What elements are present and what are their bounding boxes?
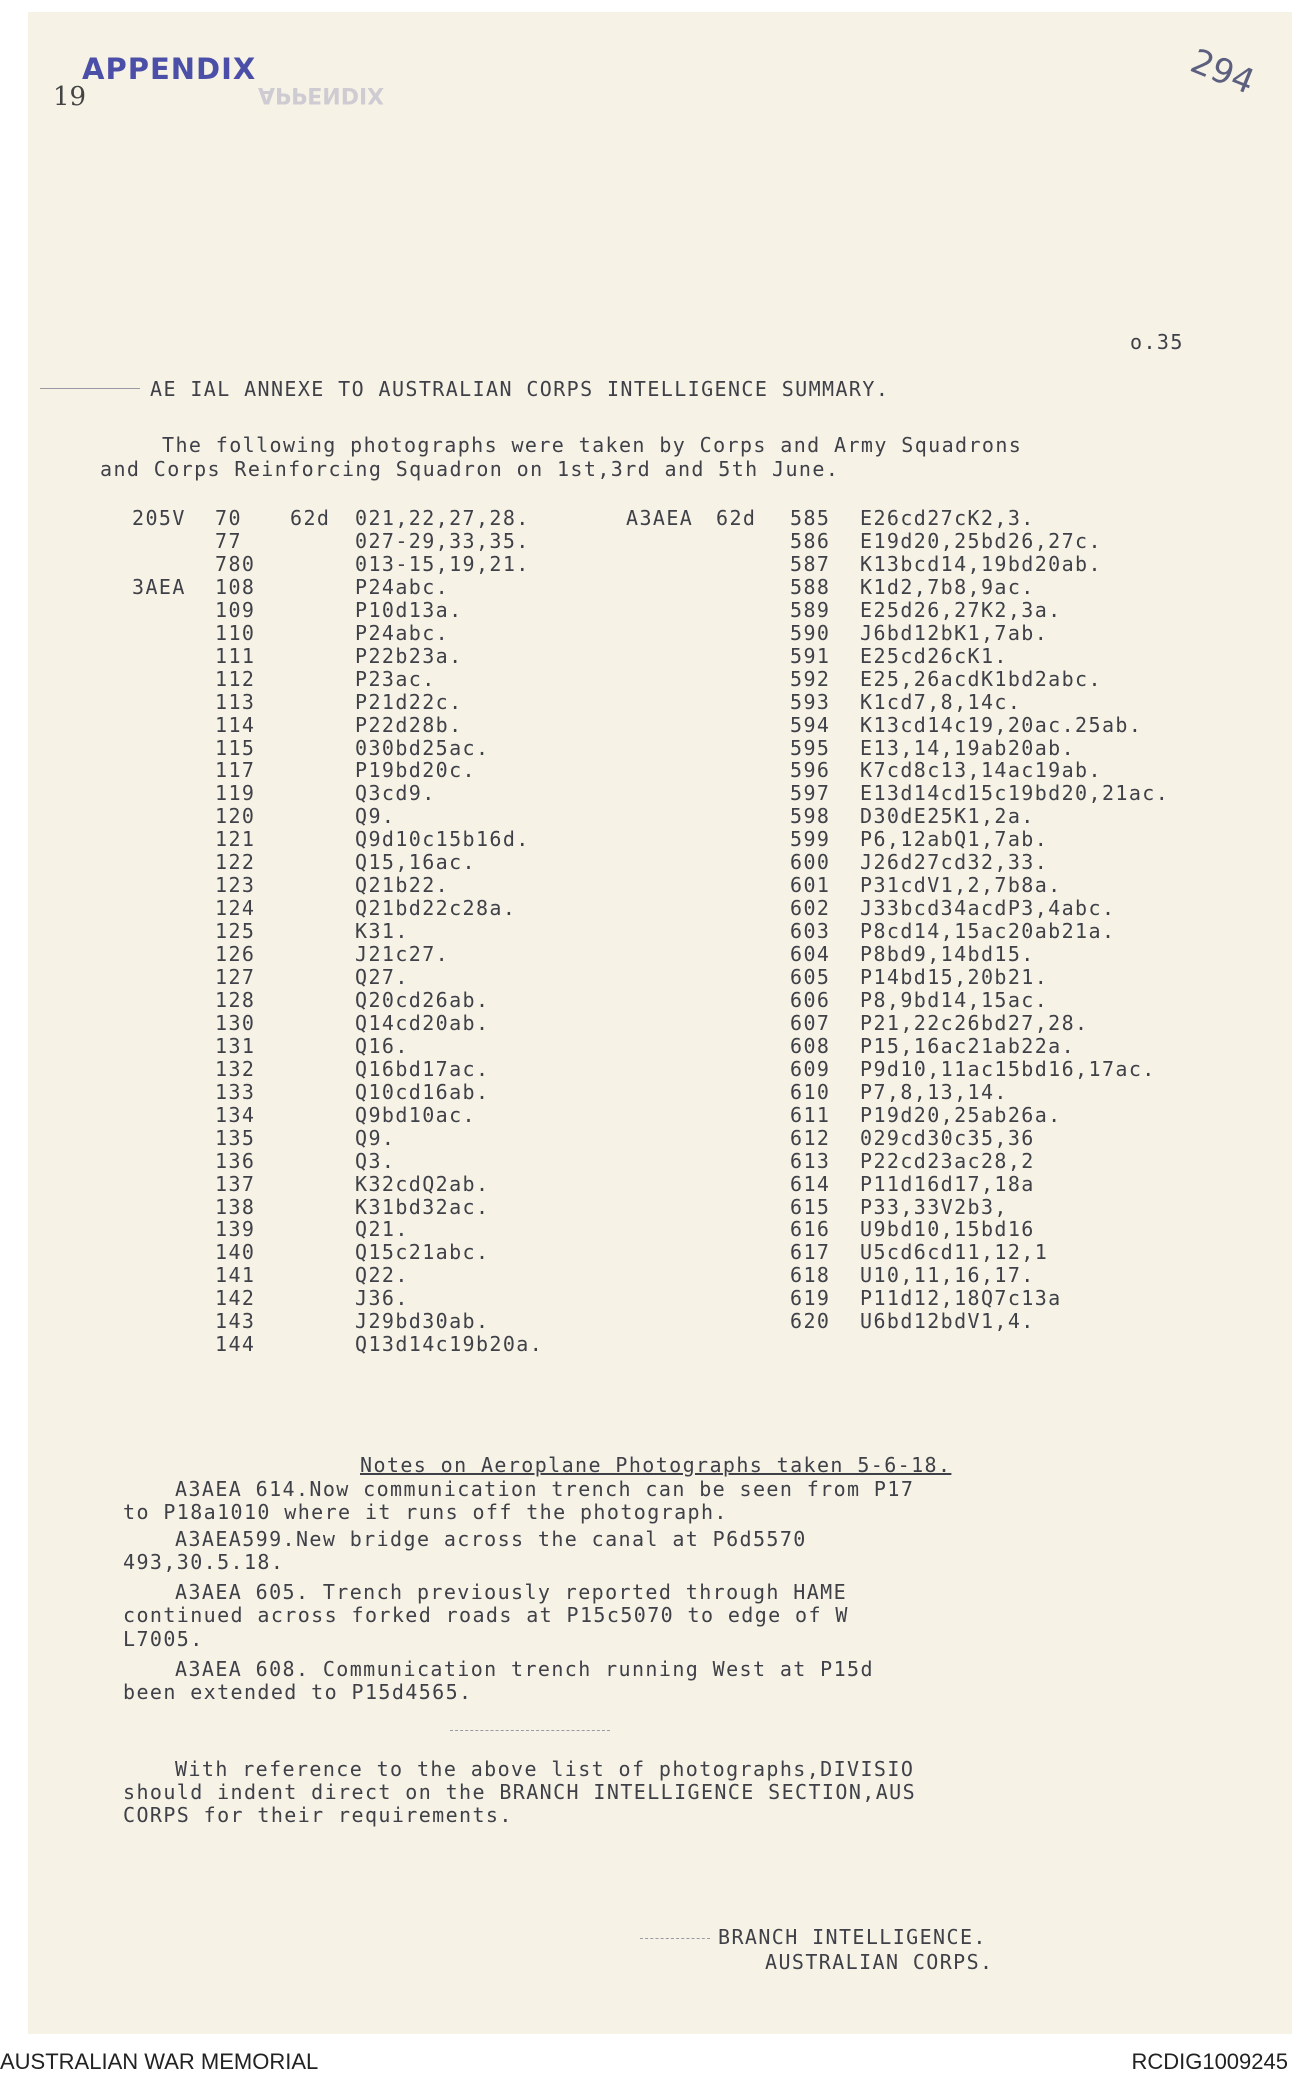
left-row-number: 108 [215,575,256,599]
right-row-number: 604 [790,942,831,966]
left-row-number: 124 [215,896,256,920]
left-row-number: 138 [215,1195,256,1219]
left-row-reference: Q13d14c19b20a. [355,1332,544,1356]
closing-line-3: CORPS for their requirements. [123,1803,513,1827]
right-row-number: 608 [790,1034,831,1058]
left-row-number: 112 [215,667,256,691]
left-row-reference: Q21b22. [355,873,450,897]
note-4-line-2: been extended to P15d4565. [123,1680,473,1704]
right-row-reference: E13d14cd15c19bd20,21ac. [860,781,1170,805]
right-row-reference: P33,33V2b3, [860,1195,1008,1219]
note-4-line-1: A3AEA 608. Communication trench running West at P15d [175,1657,874,1681]
left-row-reference: P22b23a. [355,644,463,668]
left-row-reference: Q21. [355,1217,409,1241]
left-row-reference: Q3cd9. [355,781,436,805]
right-row-reference: P6,12abQ1,7ab. [860,827,1049,851]
right-row-number: 586 [790,529,831,553]
left-row-reference: J36. [355,1286,409,1310]
right-row-reference: P11d16d17,18a [860,1172,1035,1196]
left-row-number: 133 [215,1080,256,1104]
left-row-reference: Q15,16ac. [355,850,476,874]
right-row-number: 610 [790,1080,831,1104]
right-row-number: 615 [790,1195,831,1219]
right-row-number: 606 [790,988,831,1012]
right-row-number: 587 [790,552,831,576]
footer-identifier: RCDIG1009245 [1131,2049,1288,2074]
left-row-prefix: 3AEA [132,575,186,599]
signature-dash [640,1938,710,1939]
left-row-number: 131 [215,1034,256,1058]
right-row-reference: P8,9bd14,15ac. [860,988,1049,1012]
right-row-reference: P8bd9,14bd15. [860,942,1035,966]
signature-line-2: AUSTRALIAN CORPS. [765,1950,994,1974]
left-row-number: 127 [215,965,256,989]
note-3-line-2: continued across forked roads at P15c5070 to edge of W [123,1603,849,1627]
right-row-number: 619 [790,1286,831,1310]
right-row-number: 614 [790,1172,831,1196]
left-row-number: 125 [215,919,256,943]
right-list-prefix: A3AEA [626,506,694,530]
right-row-reference: E13,14,19ab20ab. [860,736,1076,760]
left-row-number: 126 [215,942,256,966]
margin-mark [40,388,140,389]
left-row-number: 113 [215,690,256,714]
left-row-reference: Q21bd22c28a. [355,896,517,920]
right-row-number: 607 [790,1011,831,1035]
right-row-number: 596 [790,758,831,782]
right-row-number: 589 [790,598,831,622]
left-row-number: 130 [215,1011,256,1035]
right-row-reference: E26cd27cK2,3. [860,506,1035,530]
left-row-reference: P10d13a. [355,598,463,622]
left-row-number: 132 [215,1057,256,1081]
right-row-number: 617 [790,1240,831,1264]
notes-heading-text: Notes on Aeroplane Photographs taken 5-6-18. [360,1453,952,1477]
right-row-reference: U5cd6cd11,12,1 [860,1240,1049,1264]
right-row-number: 591 [790,644,831,668]
left-row-number: 121 [215,827,256,851]
right-row-reference: P8cd14,15ac20ab21a. [860,919,1116,943]
right-row-reference: K13bcd14,19bd20ab. [860,552,1102,576]
right-row-reference: P14bd15,20b21. [860,965,1049,989]
left-row-number: 119 [215,781,256,805]
right-row-number: 595 [790,736,831,760]
left-row-number: 140 [215,1240,256,1264]
page-number: 19 [53,82,87,112]
reference-number: o.35 [1130,330,1184,354]
right-row-reference: P22cd23ac28,2 [860,1149,1035,1173]
appendix-stamp-bleed: APPENDIX [258,82,385,107]
right-row-reference: E19d20,25bd26,27c. [860,529,1102,553]
left-row-number: 143 [215,1309,256,1333]
left-row-number: 139 [215,1217,256,1241]
right-row-number: 618 [790,1263,831,1287]
right-row-number: 588 [790,575,831,599]
note-2-line-2: 493,30.5.18. [123,1550,285,1574]
right-row-reference: P9d10,11ac15bd16,17ac. [860,1057,1156,1081]
left-row-number: 120 [215,804,256,828]
left-row-number: 110 [215,621,256,645]
right-row-reference: U9bd10,15bd16 [860,1217,1035,1241]
note-3-line-1: A3AEA 605. Trench previously reported through HAME [175,1580,848,1604]
right-row-reference: P15,16ac21ab22a. [860,1034,1076,1058]
right-row-reference: P19d20,25ab26a. [860,1103,1062,1127]
document-heading: AE IAL ANNEXE TO AUSTRALIAN CORPS INTELLIGENCE SUMMARY. [150,377,890,401]
right-row-reference: U6bd12bdV1,4. [860,1309,1035,1333]
left-row-reference: K31bd32ac. [355,1195,490,1219]
note-1-line-1: A3AEA 614.Now communication trench can be seen from P17 [175,1477,915,1501]
right-row-reference: E25d26,27K2,3a. [860,598,1062,622]
closing-line-1: With reference to the above list of photographs,DIVISIO [175,1757,915,1781]
left-row-number: 780 [215,552,256,576]
left-row-number: 115 [215,736,256,760]
left-row-number: 134 [215,1103,256,1127]
left-row-number: 135 [215,1126,256,1150]
right-row-number: 594 [790,713,831,737]
right-row-reference: P7,8,13,14. [860,1080,1008,1104]
right-row-reference: 029cd30c35,36 [860,1126,1035,1150]
right-row-reference: K1cd7,8,14c. [860,690,1022,714]
left-row-reference: Q3. [355,1149,396,1173]
left-row-reference: 030bd25ac. [355,736,490,760]
left-row-reference: 027-29,33,35. [355,529,530,553]
left-row-reference: Q15c21abc. [355,1240,490,1264]
left-row-reference: P19bd20c. [355,758,476,782]
notes-heading [360,1453,951,1477]
right-row-reference: E25cd26cK1. [860,644,1008,668]
right-row-reference: E25,26acdK1bd2abc. [860,667,1102,691]
left-row-reference: Q14cd20ab. [355,1011,490,1035]
left-row-reference: Q9d10c15b16d. [355,827,530,851]
left-row-number: 137 [215,1172,256,1196]
right-list-sheet: 62d [716,506,757,530]
right-row-number: 612 [790,1126,831,1150]
left-row-number: 77 [215,529,242,553]
note-3-line-3: L7005. [123,1627,204,1651]
left-row-reference: P24abc. [355,621,450,645]
right-row-number: 599 [790,827,831,851]
signature-line-1: BRANCH INTELLIGENCE. [718,1925,987,1949]
right-row-number: 616 [790,1217,831,1241]
folio-number: 294 [1184,41,1261,103]
left-row-number: 128 [215,988,256,1012]
right-row-reference: J6bd12bK1,7ab. [860,621,1049,645]
note-2-line-1: A3AEA599.New bridge across the canal at P6d5570 [175,1527,807,1551]
left-row-number: 111 [215,644,256,668]
left-row-number: 122 [215,850,256,874]
right-row-number: 600 [790,850,831,874]
left-row-reference: Q20cd26ab. [355,988,490,1012]
left-row-reference: P23ac. [355,667,436,691]
left-row-reference: K32cdQ2ab. [355,1172,490,1196]
left-row-sheet: 62d [290,506,331,530]
left-row-number: 70 [215,506,242,530]
left-row-number: 142 [215,1286,256,1310]
left-row-reference: Q9bd10ac. [355,1103,476,1127]
left-row-number: 136 [215,1149,256,1173]
left-row-reference: Q16bd17ac. [355,1057,490,1081]
separator-dashes [450,1730,610,1731]
right-row-number: 601 [790,873,831,897]
left-row-reference: Q22. [355,1263,409,1287]
right-row-reference: P21,22c26bd27,28. [860,1011,1089,1035]
right-row-reference: K1d2,7b8,9ac. [860,575,1035,599]
right-row-reference: J26d27cd32,33. [860,850,1049,874]
left-row-reference: Q27. [355,965,409,989]
left-row-reference: J21c27. [355,942,450,966]
left-row-reference: Q9. [355,804,396,828]
left-row-reference: P21d22c. [355,690,463,714]
left-row-reference: 013-15,19,21. [355,552,530,576]
left-row-reference: K31. [355,919,409,943]
note-1-line-2: to P18a1010 where it runs off the photograph. [123,1500,728,1524]
left-row-prefix: 205V [132,506,186,530]
right-row-reference: P11d12,18Q7c13a [860,1286,1062,1310]
left-row-number: 141 [215,1263,256,1287]
right-row-reference: K7cd8c13,14ac19ab. [860,758,1102,782]
left-row-number: 144 [215,1332,256,1356]
right-row-number: 592 [790,667,831,691]
right-row-number: 598 [790,804,831,828]
closing-line-2: should indent direct on the BRANCH INTELLIGENCE SECTION,AUS [123,1780,917,1804]
right-row-number: 602 [790,896,831,920]
right-row-number: 597 [790,781,831,805]
right-row-number: 611 [790,1103,831,1127]
intro-line-2: and Corps Reinforcing Squadron on 1st,3rd and 5th June. [100,457,840,481]
right-row-number: 603 [790,919,831,943]
left-row-number: 123 [215,873,256,897]
right-row-reference: K13cd14c19,20ac.25ab. [860,713,1143,737]
right-row-number: 620 [790,1309,831,1333]
left-row-reference: P22d28b. [355,713,463,737]
right-row-number: 613 [790,1149,831,1173]
right-row-number: 590 [790,621,831,645]
appendix-stamp: APPENDIX [82,52,257,86]
footer-institution: AUSTRALIAN WAR MEMORIAL [0,2049,319,2074]
left-row-reference: Q10cd16ab. [355,1080,490,1104]
left-row-number: 114 [215,713,256,737]
left-row-number: 109 [215,598,256,622]
right-row-reference: U10,11,16,17. [860,1263,1035,1287]
left-row-reference: Q16. [355,1034,409,1058]
right-row-reference: D30dE25K1,2a. [860,804,1035,828]
left-row-reference: J29bd30ab. [355,1309,490,1333]
right-row-number: 585 [790,506,831,530]
left-row-number: 117 [215,758,256,782]
left-row-reference: Q9. [355,1126,396,1150]
right-row-number: 605 [790,965,831,989]
right-row-number: 609 [790,1057,831,1081]
right-row-reference: J33bcd34acdP3,4abc. [860,896,1116,920]
intro-line-1: The following photographs were taken by Corps and Army Squadrons [162,433,1023,457]
right-row-number: 593 [790,690,831,714]
left-row-reference: P24abc. [355,575,450,599]
right-row-reference: P31cdV1,2,7b8a. [860,873,1062,897]
left-row-reference: 021,22,27,28. [355,506,530,530]
